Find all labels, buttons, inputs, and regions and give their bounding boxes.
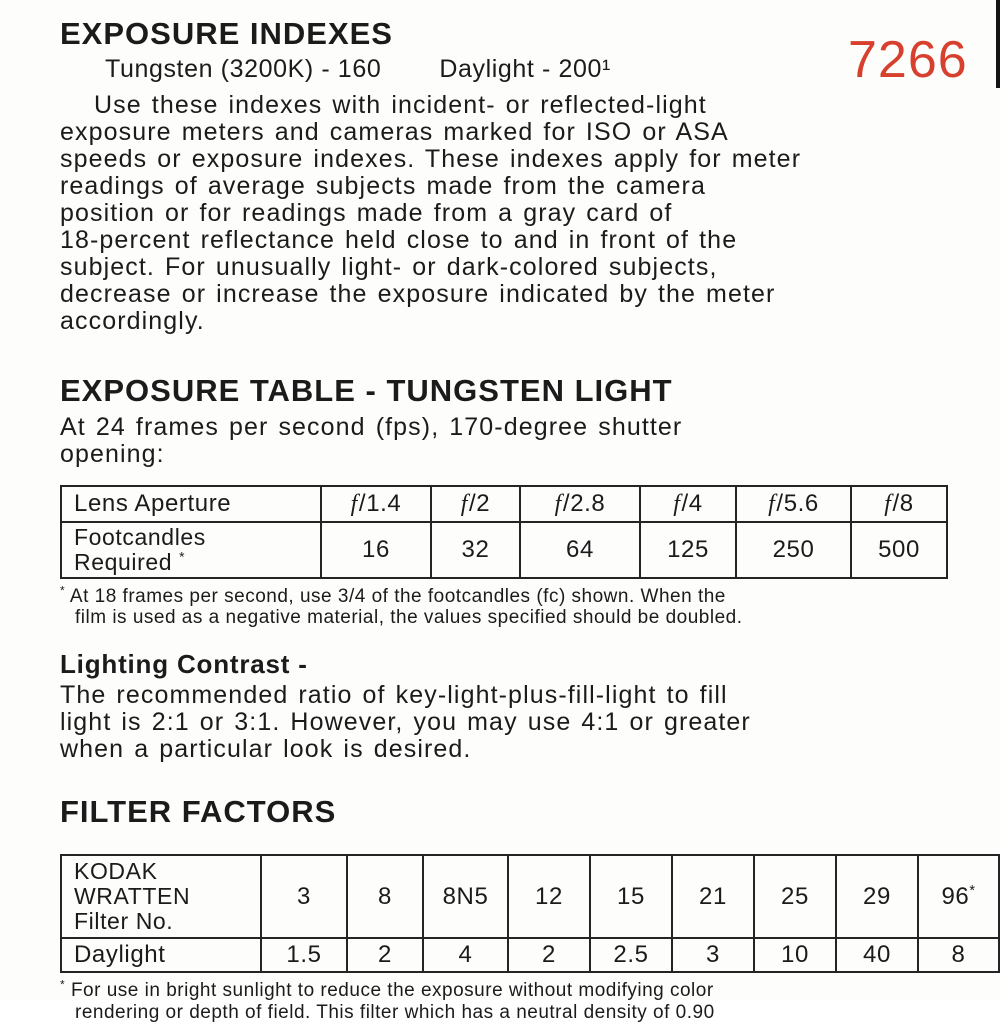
paragraph-line: speeds or exposure indexes. These indexes apply for meter	[60, 145, 802, 173]
daylight-factor-cell: 2	[508, 938, 590, 972]
filter-number-cell: 12	[508, 855, 590, 938]
filter-number-cell: 3	[261, 855, 347, 938]
daylight-row-label: Daylight	[61, 938, 261, 972]
daylight-factor-cell: 10	[754, 938, 836, 972]
filter-number-cell: 21	[672, 855, 754, 938]
footnote-line: film is used as a negative material, the values specified should be doubled.	[75, 607, 743, 628]
wratten-filter-label: KODAK WRATTEN Filter No.	[61, 855, 261, 938]
lens-aperture-row	[61, 486, 947, 522]
paragraph-line: light is 2:1 or 3:1. However, you may use 4:1 or greater	[60, 708, 751, 736]
exposure-table-heading: EXPOSURE TABLE - TUNGSTEN LIGHT	[60, 373, 673, 408]
daylight-factor-cell: 4	[423, 938, 508, 972]
intro-line: At 24 frames per second (fps), 170-degree shutter	[60, 413, 683, 441]
exposure-table-intro	[60, 414, 960, 468]
daylight-factor-cell: 3	[672, 938, 754, 972]
daylight-factor-cell: 1.5	[261, 938, 347, 972]
aperture-cell: f/2	[431, 486, 520, 522]
lens-aperture-label: Lens Aperture	[61, 486, 321, 522]
footnote-line: * For use in bright sunlight to reduce the exposure without modifying color	[60, 977, 714, 1001]
aperture-cell: f/2.8	[520, 486, 640, 522]
exposure-indexes-heading: EXPOSURE INDEXES	[60, 16, 393, 51]
exposure-index-values	[105, 55, 960, 83]
filter-factors-footnote	[60, 977, 960, 1024]
filter-factors-table	[60, 854, 1000, 973]
footcandles-label: Footcandles Required *	[61, 522, 321, 578]
filter-number-cell: 8N5	[423, 855, 508, 938]
footcandles-cell: 125	[640, 522, 736, 578]
footcandles-cell: 250	[736, 522, 851, 578]
tungsten-index: Tungsten (3200K) - 160	[105, 55, 382, 83]
f-symbol: f	[460, 491, 469, 517]
paragraph-line: accordingly.	[60, 307, 205, 335]
aperture-cell: f/1.4	[321, 486, 431, 522]
filter-number-cell: 96*	[918, 855, 999, 938]
exposure-table-footnote	[60, 583, 960, 628]
f-symbol: f	[768, 491, 776, 517]
filter-number-cell: 29	[836, 855, 918, 938]
paragraph-line: 18-percent reflectance held close to and in front of the	[60, 226, 738, 254]
paragraph-line: The recommended ratio of key-light-plus-fill-light to fill	[60, 681, 728, 709]
daylight-factor-cell: 40	[836, 938, 918, 972]
film-code-7266: 7266	[848, 31, 968, 89]
f-symbol: f	[673, 491, 681, 517]
footnote-marker: *	[60, 977, 66, 992]
f-symbol: f	[350, 491, 358, 517]
daylight-factor-cell: 8	[918, 938, 999, 972]
filter-number-cell: 15	[590, 855, 672, 938]
intro-line: opening:	[60, 440, 165, 468]
paragraph-line: readings of average subjects made from the camera	[60, 172, 706, 200]
paragraph-line: position or for readings made from a gray card of	[60, 199, 673, 227]
daylight-factor-cell: 2.5	[590, 938, 672, 972]
paragraph-line: exposure meters and cameras marked for ISO or ASA	[60, 118, 729, 146]
lighting-contrast-heading: Lighting Contrast -	[60, 649, 308, 679]
paragraph-line: decrease or increase the exposure indicated by the meter	[60, 280, 776, 308]
filter-number-cell: 25	[754, 855, 836, 938]
filter-factors-heading: FILTER FACTORS	[60, 794, 337, 829]
daylight-factor-cell: 2	[347, 938, 423, 972]
footcandles-cell: 32	[431, 522, 520, 578]
aperture-cell: f/5.6	[736, 486, 851, 522]
aperture-cell: f/4	[640, 486, 736, 522]
footcandles-cell: 500	[851, 522, 947, 578]
filter-number-row	[61, 855, 999, 938]
footnote-line: * At 18 frames per second, use 3/4 of the footcandles (fc) shown. When the	[60, 583, 726, 607]
exposure-table	[60, 485, 948, 579]
filter-number-cell: 8	[347, 855, 423, 938]
daylight-index: Daylight - 200¹	[439, 55, 611, 83]
daylight-factor-row	[61, 938, 999, 972]
f-symbol: f	[884, 491, 892, 517]
paragraph-line: Use these indexes with incident- or reflected-light	[94, 91, 707, 119]
scan-edge-mark	[996, 0, 1000, 88]
footnote-line: rendering or depth of field. This filter which has a neutral density of 0.90	[75, 1002, 715, 1023]
lighting-contrast-paragraph	[60, 682, 960, 763]
paragraph-line: subject. For unusually light- or dark-colored subjects,	[60, 253, 718, 281]
footcandles-row	[61, 522, 947, 578]
footcandles-cell: 64	[520, 522, 640, 578]
paragraph-line: when a particular look is desired.	[60, 735, 472, 763]
exposure-indexes-paragraph	[60, 92, 960, 335]
f-symbol: f	[554, 491, 562, 517]
aperture-cell: f/8	[851, 486, 947, 522]
footnote-marker: *	[179, 549, 186, 565]
footcandles-cell: 16	[321, 522, 431, 578]
footnote-marker: *	[60, 583, 66, 598]
